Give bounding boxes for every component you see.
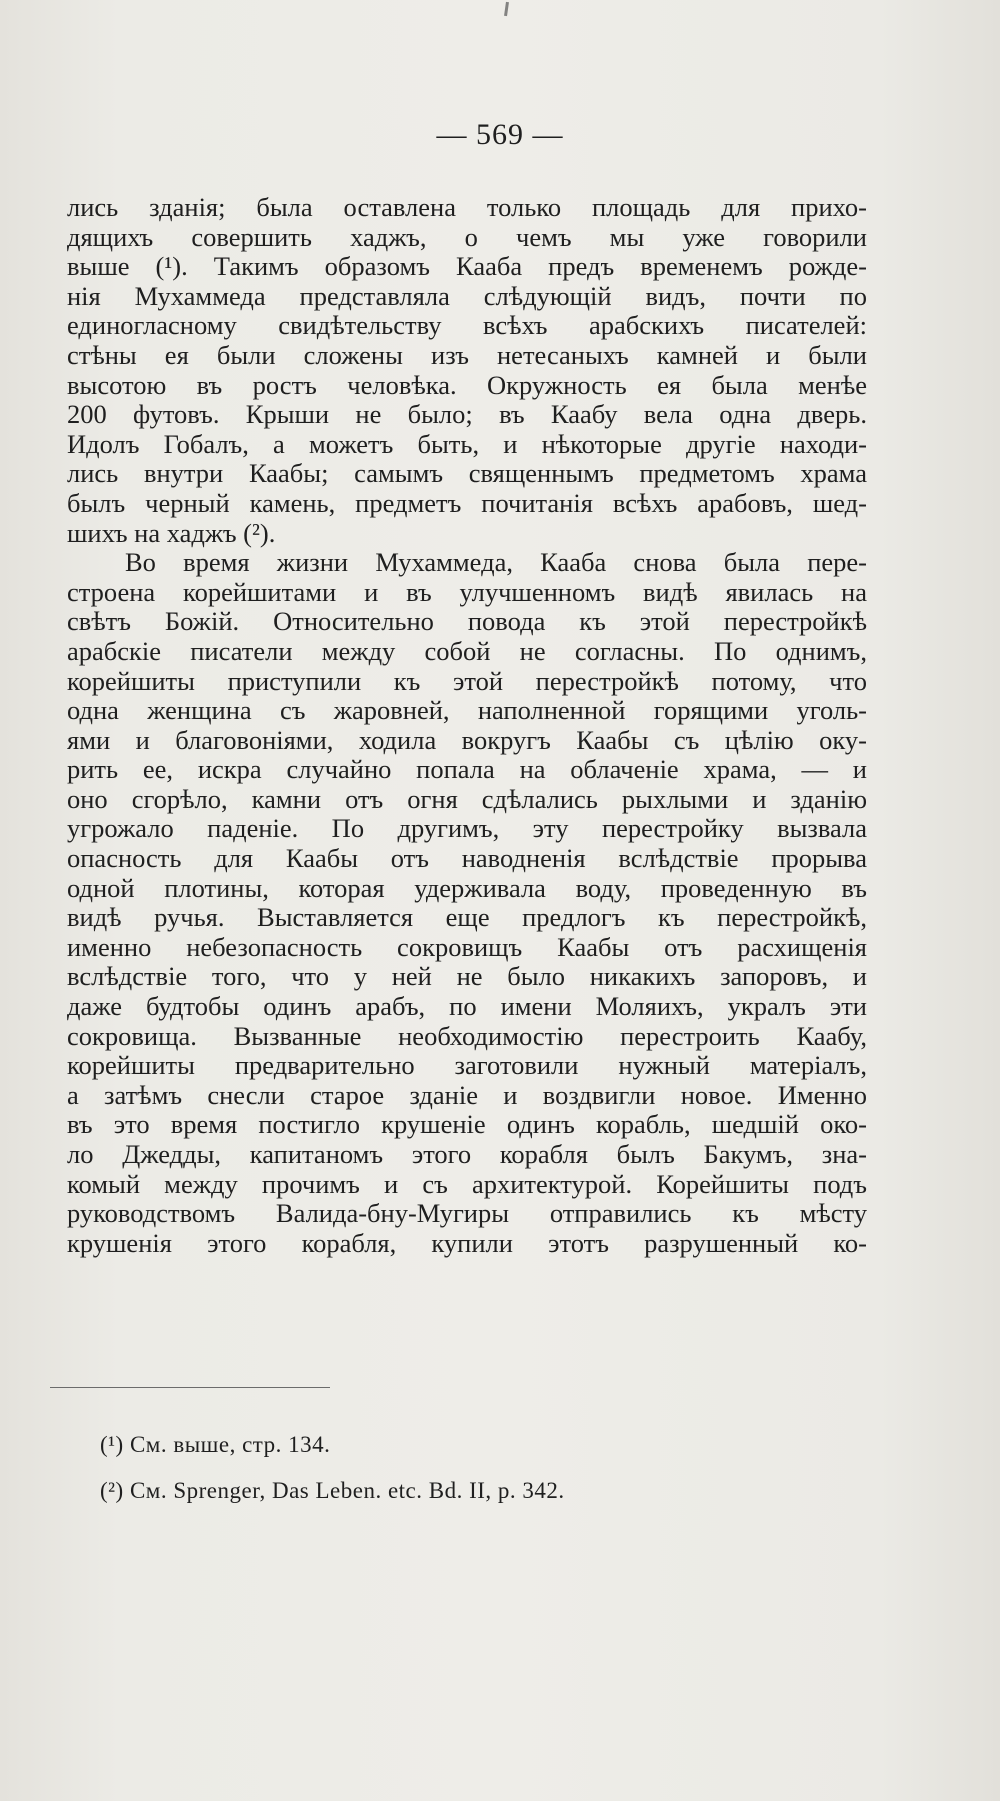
- text-line: корейшиты предварительно заготовили нужный матеріалъ,: [67, 1050, 867, 1081]
- text-line: лись зданія; была оставлена только площадь для прихо-: [67, 192, 867, 222]
- text-line: строена корейшитами и въ улучшенномъ видѣ явилась на: [67, 576, 867, 607]
- text-line: нія Мухаммеда представляла слѣдующій видъ, почти по: [67, 280, 867, 311]
- text-line: оно сгорѣло, камни отъ огня сдѣлались рыхлыми и зданію: [67, 783, 867, 814]
- text-line: руководствомъ Валида-бну-Мугиры отправились къ мѣсту: [67, 1198, 867, 1229]
- text-line: шихъ на хаджъ (²).: [67, 517, 276, 548]
- text-line: въ это время постигло крушеніе одинъ корабль, шедшій око-: [67, 1109, 867, 1140]
- text-line: комый между прочимъ и съ архитектурой. Корейшиты подъ: [67, 1168, 867, 1199]
- footnotes: [100, 1422, 800, 1514]
- text-line: опасность для Каабы отъ наводненія вслѣдствіе прорыва: [67, 843, 867, 874]
- text-line: рить ее, искра случайно попала на облаченіе храма, — и: [67, 754, 867, 785]
- text-line: дящихъ совершить хаджъ, о чемъ мы уже говорили: [67, 221, 867, 252]
- body-text: [67, 193, 867, 1258]
- text-line: вслѣдствіе того, что у ней не было никакихъ запоровъ, и: [67, 961, 867, 992]
- paragraph-start-line: Во время жизни Мухаммеда, Кааба снова была пере-: [125, 547, 867, 578]
- text-line: выше (¹). Такимъ образомъ Кааба предъ временемъ рожде-: [67, 251, 867, 282]
- text-line: крушенія этого корабля, купили этотъ разрушенный ко-: [67, 1227, 867, 1258]
- text-line: 200 футовъ. Крыши не было; въ Каабу вела одна дверь.: [67, 399, 867, 430]
- ink-mark: [504, 2, 509, 16]
- text-line: именно небезопасность сокровищъ Каабы отъ расхищенія: [67, 931, 867, 962]
- text-line: корейшиты приступили къ этой перестройкѣ потому, что: [67, 665, 867, 696]
- text-line: одна женщина съ жаровней, наполненной горящими уголь-: [67, 695, 867, 726]
- text-line: свѣтъ Божій. Относительно повода къ этой перестройкѣ: [67, 606, 867, 637]
- footnote-1: (¹) См. выше, стр. 134.: [100, 1432, 331, 1457]
- text-line: высотою въ ростъ человѣка. Окружность ея была менѣе: [67, 369, 867, 400]
- text-line: арабскіе писатели между собой не согласны. По однимъ,: [67, 635, 867, 666]
- text-line: былъ черный камень, предметъ почитанія всѣхъ арабовъ, шед-: [67, 487, 867, 518]
- text-line: угрожало паденіе. По другимъ, эту перестройку вызвала: [67, 813, 867, 844]
- text-line: ями и благовоніями, ходила вокругъ Каабы съ цѣлію оку-: [67, 724, 867, 755]
- text-line: а затѣмъ снесли старое зданіе и воздвигли новое. Именно: [67, 1079, 867, 1110]
- text-line: Идолъ Гобалъ, а можетъ быть, и нѣкоторые другіе находи-: [67, 428, 867, 459]
- text-line: стѣны ея были сложены изъ нетесаныхъ камней и были: [67, 339, 867, 370]
- text-line: даже будтобы одинъ арабъ, по имени Моляихъ, укралъ эти: [67, 991, 867, 1022]
- footnote-2: (²) См. Sprenger, Das Leben. etc. Bd. II, p. 342.: [100, 1478, 565, 1503]
- text-line: сокровища. Вызванные необходимостію перестроить Каабу,: [67, 1020, 867, 1051]
- page-number: — 569 —: [436, 118, 564, 151]
- footnote-divider: [50, 1387, 330, 1388]
- text-line: одной плотины, которая удерживала воду, проведенную въ: [67, 872, 867, 903]
- text-line: лись внутри Каабы; самымъ священнымъ предметомъ храма: [67, 458, 867, 489]
- text-line: единогласному свидѣтельству всѣхъ арабскихъ писателей:: [67, 310, 867, 341]
- text-line: ло Джедды, капитаномъ этого корабля былъ Бакумъ, зна-: [67, 1139, 867, 1169]
- text-line: видѣ ручья. Выставляется еще предлогъ къ перестройкѣ,: [67, 902, 867, 933]
